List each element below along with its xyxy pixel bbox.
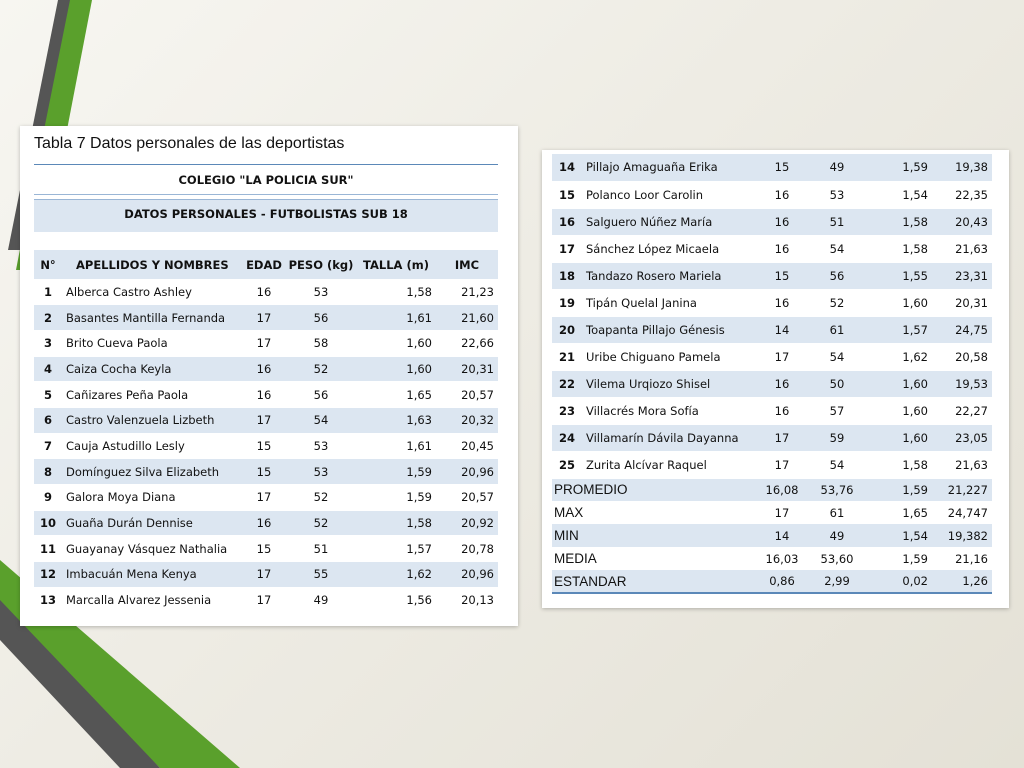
player-name: Zurita Alcívar Raquel bbox=[582, 451, 762, 478]
age-value: 17 bbox=[242, 407, 286, 433]
age-value: 16 bbox=[762, 181, 802, 208]
height-value: 1,58 bbox=[872, 208, 932, 235]
age-value: 17 bbox=[242, 330, 286, 356]
table-row bbox=[552, 208, 992, 235]
bmi-value: 20,96 bbox=[436, 459, 498, 485]
table-row bbox=[552, 262, 992, 289]
age-value: 16 bbox=[242, 382, 286, 408]
stat-height: 1,65 bbox=[872, 501, 932, 524]
player-name: Toapanta Pillajo Génesis bbox=[582, 316, 762, 343]
player-name: Polanco Loor Carolin bbox=[582, 181, 762, 208]
row-number: 10 bbox=[34, 510, 62, 536]
row-number: 19 bbox=[552, 289, 582, 316]
height-value: 1,60 bbox=[872, 424, 932, 451]
weight-value: 52 bbox=[286, 356, 356, 382]
stat-bmi: 21,16 bbox=[932, 547, 992, 570]
stat-label: ESTANDAR bbox=[552, 570, 762, 593]
table-row bbox=[34, 587, 498, 613]
weight-value: 61 bbox=[802, 316, 872, 343]
height-value: 1,60 bbox=[356, 356, 436, 382]
height-value: 1,60 bbox=[872, 397, 932, 424]
stat-bmi: 1,26 bbox=[932, 570, 992, 593]
weight-value: 51 bbox=[802, 208, 872, 235]
table-row bbox=[552, 289, 992, 316]
age-value: 15 bbox=[242, 459, 286, 485]
row-number: 3 bbox=[34, 330, 62, 356]
table-row bbox=[552, 235, 992, 262]
table-row bbox=[34, 433, 498, 459]
stat-weight: 53,60 bbox=[802, 547, 872, 570]
col-header-number: N° bbox=[34, 250, 62, 279]
stat-bmi: 19,382 bbox=[932, 524, 992, 547]
bmi-value: 20,45 bbox=[436, 433, 498, 459]
age-value: 16 bbox=[762, 235, 802, 262]
table-row bbox=[34, 356, 498, 382]
age-value: 16 bbox=[242, 356, 286, 382]
table-row bbox=[552, 154, 992, 181]
row-number: 5 bbox=[34, 382, 62, 408]
stat-age: 17 bbox=[762, 501, 802, 524]
height-value: 1,60 bbox=[872, 370, 932, 397]
weight-value: 49 bbox=[802, 154, 872, 181]
height-value: 1,59 bbox=[356, 459, 436, 485]
table-row bbox=[552, 316, 992, 343]
age-value: 16 bbox=[762, 289, 802, 316]
player-name: Guaña Durán Dennise bbox=[62, 510, 242, 536]
bmi-value: 21,63 bbox=[932, 235, 992, 262]
stat-row bbox=[552, 501, 992, 524]
row-number: 11 bbox=[34, 536, 62, 562]
player-name: Cauja Astudillo Lesly bbox=[62, 433, 242, 459]
stat-label: MIN bbox=[552, 524, 762, 547]
row-number: 13 bbox=[34, 587, 62, 613]
table-row bbox=[34, 459, 498, 485]
stat-weight: 61 bbox=[802, 501, 872, 524]
height-value: 1,55 bbox=[872, 262, 932, 289]
col-header-name: APELLIDOS Y NOMBRES bbox=[62, 250, 242, 279]
weight-value: 55 bbox=[286, 562, 356, 588]
height-value: 1,63 bbox=[356, 407, 436, 433]
height-value: 1,57 bbox=[356, 536, 436, 562]
player-name: Guayanay Vásquez Nathalia bbox=[62, 536, 242, 562]
table-row bbox=[34, 330, 498, 356]
row-number: 15 bbox=[552, 181, 582, 208]
row-number: 7 bbox=[34, 433, 62, 459]
weight-value: 56 bbox=[286, 305, 356, 331]
weight-value: 59 bbox=[802, 424, 872, 451]
row-number: 8 bbox=[34, 459, 62, 485]
player-name: Uribe Chiguano Pamela bbox=[582, 343, 762, 370]
weight-value: 57 bbox=[802, 397, 872, 424]
table-row bbox=[34, 407, 498, 433]
table-caption: Tabla 7 Datos personales de las deportistas bbox=[34, 135, 345, 152]
table-row bbox=[552, 181, 992, 208]
table-row bbox=[34, 382, 498, 408]
row-number: 23 bbox=[552, 397, 582, 424]
row-number: 21 bbox=[552, 343, 582, 370]
weight-value: 49 bbox=[286, 587, 356, 613]
col-header-weight: PESO (kg) bbox=[286, 250, 356, 279]
player-name: Alberca Castro Ashley bbox=[62, 279, 242, 305]
table-header-row bbox=[34, 250, 498, 279]
bmi-value: 20,78 bbox=[436, 536, 498, 562]
bmi-value: 20,13 bbox=[436, 587, 498, 613]
bmi-value: 22,35 bbox=[932, 181, 992, 208]
row-number: 12 bbox=[34, 562, 62, 588]
weight-value: 56 bbox=[286, 382, 356, 408]
row-number: 14 bbox=[552, 154, 582, 181]
player-name: Villacrés Mora Sofía bbox=[582, 397, 762, 424]
stat-weight: 53,76 bbox=[802, 478, 872, 501]
height-value: 1,65 bbox=[356, 382, 436, 408]
table-row bbox=[552, 424, 992, 451]
bmi-value: 20,57 bbox=[436, 485, 498, 511]
table-row bbox=[34, 510, 498, 536]
bmi-value: 20,58 bbox=[932, 343, 992, 370]
player-name: Cañizares Peña Paola bbox=[62, 382, 242, 408]
table-row bbox=[552, 343, 992, 370]
height-value: 1,58 bbox=[872, 451, 932, 478]
height-value: 1,56 bbox=[356, 587, 436, 613]
row-number: 25 bbox=[552, 451, 582, 478]
stat-row bbox=[552, 524, 992, 547]
weight-value: 53 bbox=[286, 279, 356, 305]
players-table-left bbox=[34, 250, 498, 613]
age-value: 16 bbox=[242, 510, 286, 536]
stat-bmi: 24,747 bbox=[932, 501, 992, 524]
row-number: 20 bbox=[552, 316, 582, 343]
age-value: 17 bbox=[762, 451, 802, 478]
row-number: 1 bbox=[34, 279, 62, 305]
col-header-bmi: IMC bbox=[436, 250, 498, 279]
height-value: 1,57 bbox=[872, 316, 932, 343]
weight-value: 54 bbox=[802, 235, 872, 262]
age-value: 17 bbox=[242, 305, 286, 331]
age-value: 16 bbox=[762, 208, 802, 235]
weight-value: 54 bbox=[802, 343, 872, 370]
bmi-value: 20,32 bbox=[436, 407, 498, 433]
table-row bbox=[552, 397, 992, 424]
stat-label: MAX bbox=[552, 501, 762, 524]
section-title: DATOS PERSONALES - FUTBOLISTAS SUB 18 bbox=[34, 199, 498, 232]
weight-value: 54 bbox=[286, 407, 356, 433]
height-value: 1,58 bbox=[872, 235, 932, 262]
player-name: Domínguez Silva Elizabeth bbox=[62, 459, 242, 485]
stat-weight: 49 bbox=[802, 524, 872, 547]
player-name: Galora Moya Diana bbox=[62, 485, 242, 511]
height-value: 1,58 bbox=[356, 279, 436, 305]
age-value: 15 bbox=[242, 536, 286, 562]
stat-row bbox=[552, 570, 992, 593]
row-number: 24 bbox=[552, 424, 582, 451]
caption-rule bbox=[34, 164, 498, 165]
player-name: Basantes Mantilla Fernanda bbox=[62, 305, 242, 331]
bmi-value: 20,92 bbox=[436, 510, 498, 536]
player-name: Villamarín Dávila Dayanna bbox=[582, 424, 762, 451]
weight-value: 54 bbox=[802, 451, 872, 478]
table-row bbox=[34, 279, 498, 305]
stat-label: PROMEDIO bbox=[552, 478, 762, 501]
row-number: 6 bbox=[34, 407, 62, 433]
school-title: COLEGIO "LA POLICIA SUR" bbox=[34, 166, 498, 195]
height-value: 1,61 bbox=[356, 433, 436, 459]
bmi-value: 22,27 bbox=[932, 397, 992, 424]
weight-value: 53 bbox=[802, 181, 872, 208]
player-name: Imbacuán Mena Kenya bbox=[62, 562, 242, 588]
player-name: Tipán Quelal Janina bbox=[582, 289, 762, 316]
player-name: Vilema Urqiozo Shisel bbox=[582, 370, 762, 397]
bmi-value: 20,43 bbox=[932, 208, 992, 235]
row-number: 9 bbox=[34, 485, 62, 511]
col-header-age: EDAD bbox=[242, 250, 286, 279]
player-name: Salguero Núñez María bbox=[582, 208, 762, 235]
age-value: 17 bbox=[762, 424, 802, 451]
weight-value: 52 bbox=[802, 289, 872, 316]
player-name: Sánchez López Micaela bbox=[582, 235, 762, 262]
stat-age: 16,03 bbox=[762, 547, 802, 570]
age-value: 16 bbox=[762, 370, 802, 397]
stat-row bbox=[552, 478, 992, 501]
row-number: 17 bbox=[552, 235, 582, 262]
stat-age: 0,86 bbox=[762, 570, 802, 593]
players-table-right bbox=[552, 154, 992, 594]
height-value: 1,60 bbox=[872, 289, 932, 316]
weight-value: 51 bbox=[286, 536, 356, 562]
table-row bbox=[34, 305, 498, 331]
height-value: 1,59 bbox=[356, 485, 436, 511]
stat-age: 16,08 bbox=[762, 478, 802, 501]
table-row bbox=[34, 562, 498, 588]
stat-weight: 2,99 bbox=[802, 570, 872, 593]
table-panel-right bbox=[542, 150, 1009, 608]
row-number: 16 bbox=[552, 208, 582, 235]
age-value: 17 bbox=[242, 485, 286, 511]
player-name: Marcalla Alvarez Jessenia bbox=[62, 587, 242, 613]
bmi-value: 21,60 bbox=[436, 305, 498, 331]
col-header-height: TALLA (m) bbox=[356, 250, 436, 279]
bmi-value: 20,31 bbox=[436, 356, 498, 382]
height-value: 1,62 bbox=[356, 562, 436, 588]
table-row bbox=[34, 536, 498, 562]
stat-height: 0,02 bbox=[872, 570, 932, 593]
table-panel-left bbox=[20, 126, 518, 626]
player-name: Pillajo Amaguaña Erika bbox=[582, 154, 762, 181]
stat-height: 1,59 bbox=[872, 547, 932, 570]
height-value: 1,59 bbox=[872, 154, 932, 181]
player-name: Caiza Cocha Keyla bbox=[62, 356, 242, 382]
weight-value: 52 bbox=[286, 485, 356, 511]
age-value: 15 bbox=[762, 262, 802, 289]
height-value: 1,60 bbox=[356, 330, 436, 356]
weight-value: 53 bbox=[286, 459, 356, 485]
bmi-value: 22,66 bbox=[436, 330, 498, 356]
table-row bbox=[552, 451, 992, 478]
row-number: 2 bbox=[34, 305, 62, 331]
height-value: 1,61 bbox=[356, 305, 436, 331]
stat-height: 1,54 bbox=[872, 524, 932, 547]
age-value: 17 bbox=[762, 343, 802, 370]
stat-row bbox=[552, 547, 992, 570]
player-name: Tandazo Rosero Mariela bbox=[582, 262, 762, 289]
stat-label: MEDIA bbox=[552, 547, 762, 570]
stat-age: 14 bbox=[762, 524, 802, 547]
bmi-value: 20,31 bbox=[932, 289, 992, 316]
weight-value: 52 bbox=[286, 510, 356, 536]
bmi-value: 21,63 bbox=[932, 451, 992, 478]
bmi-value: 23,05 bbox=[932, 424, 992, 451]
age-value: 15 bbox=[242, 433, 286, 459]
bmi-value: 23,31 bbox=[932, 262, 992, 289]
bmi-value: 19,53 bbox=[932, 370, 992, 397]
age-value: 15 bbox=[762, 154, 802, 181]
stat-height: 1,59 bbox=[872, 478, 932, 501]
player-name: Castro Valenzuela Lizbeth bbox=[62, 407, 242, 433]
age-value: 17 bbox=[242, 562, 286, 588]
age-value: 16 bbox=[242, 279, 286, 305]
bmi-value: 21,23 bbox=[436, 279, 498, 305]
age-value: 17 bbox=[242, 587, 286, 613]
weight-value: 53 bbox=[286, 433, 356, 459]
height-value: 1,54 bbox=[872, 181, 932, 208]
bmi-value: 20,57 bbox=[436, 382, 498, 408]
row-number: 4 bbox=[34, 356, 62, 382]
height-value: 1,58 bbox=[356, 510, 436, 536]
bmi-value: 20,96 bbox=[436, 562, 498, 588]
table-row bbox=[552, 370, 992, 397]
age-value: 16 bbox=[762, 397, 802, 424]
row-number: 18 bbox=[552, 262, 582, 289]
bmi-value: 24,75 bbox=[932, 316, 992, 343]
weight-value: 56 bbox=[802, 262, 872, 289]
player-name: Brito Cueva Paola bbox=[62, 330, 242, 356]
stat-bmi: 21,227 bbox=[932, 478, 992, 501]
bmi-value: 19,38 bbox=[932, 154, 992, 181]
height-value: 1,62 bbox=[872, 343, 932, 370]
weight-value: 50 bbox=[802, 370, 872, 397]
weight-value: 58 bbox=[286, 330, 356, 356]
table-row bbox=[34, 485, 498, 511]
row-number: 22 bbox=[552, 370, 582, 397]
age-value: 14 bbox=[762, 316, 802, 343]
